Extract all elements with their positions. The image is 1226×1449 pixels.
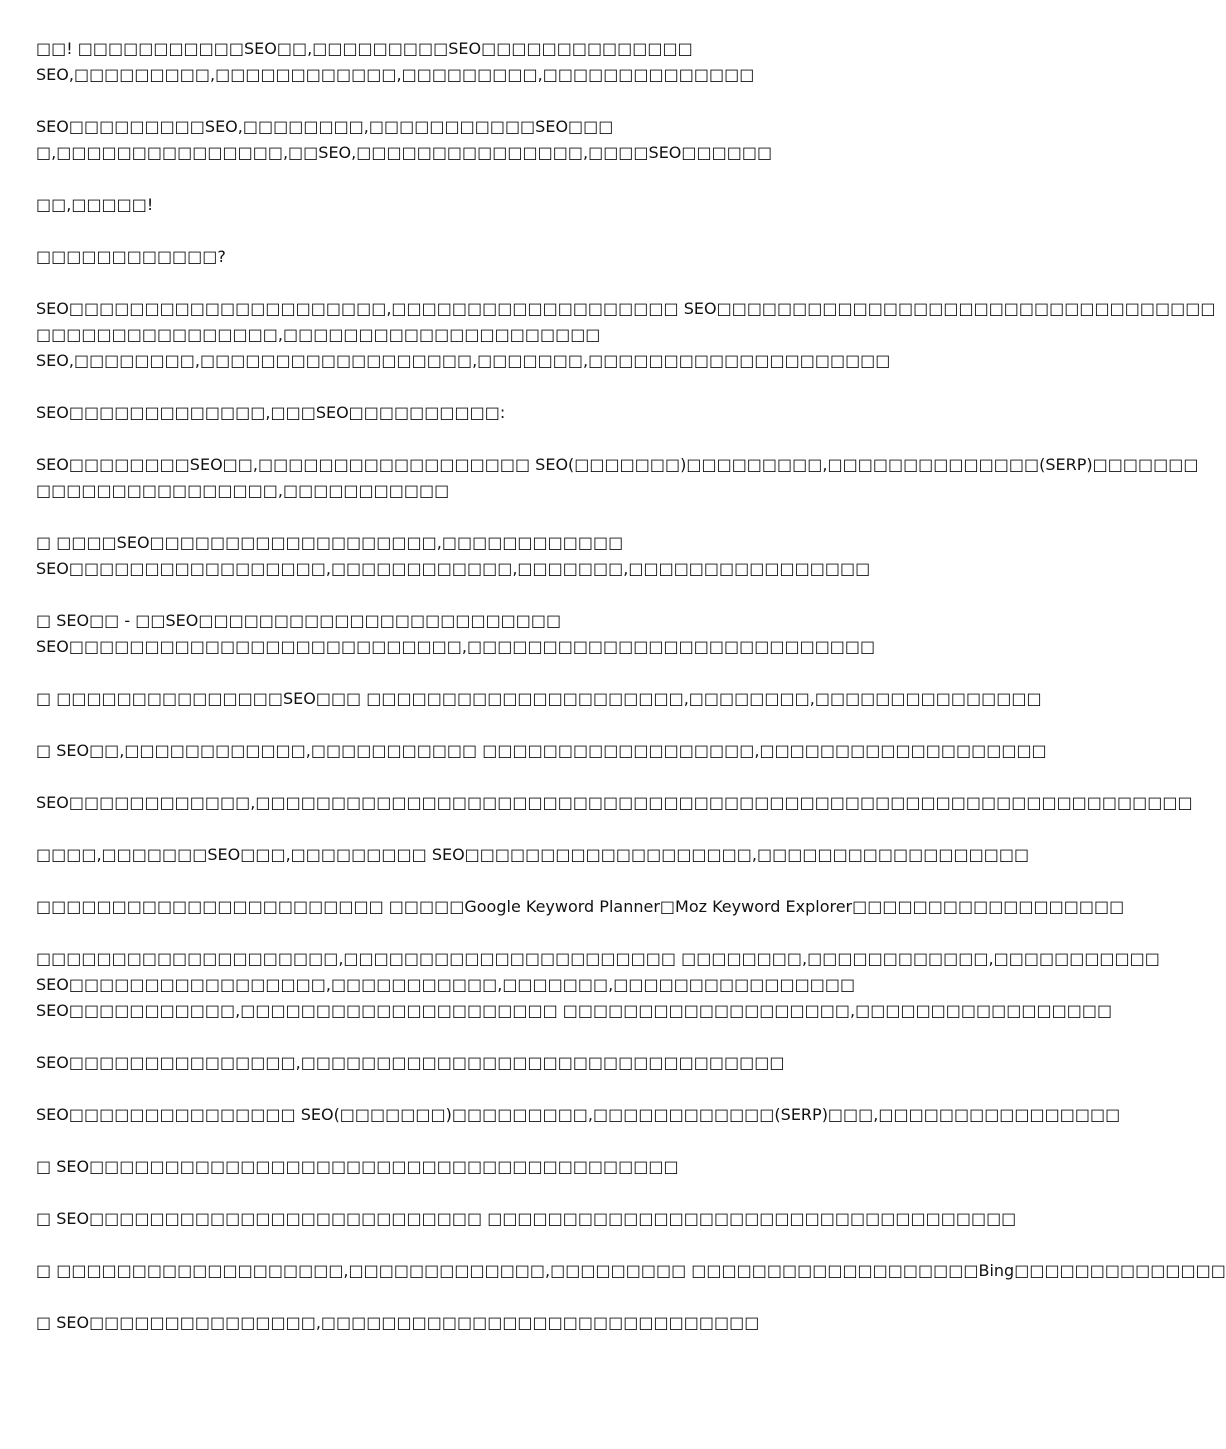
paragraph (36, 894, 1125, 920)
paragraph (36, 296, 1216, 374)
text-line: SEO□□□□□□□□□□□□□□□□□,□□□□□□□□□□□,□□□□□□□,□□□□□□□□□□□□□□□□ (36, 975, 856, 994)
paragraph (36, 608, 988, 660)
text-line: □□□□□□□□□□□□□□□□,□□□□□□□□□□□ (36, 481, 450, 500)
paragraph (36, 36, 988, 88)
paragraph (36, 1258, 1226, 1284)
paragraph (36, 946, 1160, 1024)
document-body (36, 36, 1226, 1336)
text-line: □ SEO□□□□□□□□□□□□□□□□□□□□□□□□□□ □□□□□□□□□□□□□□□□□□□□□□□□□□□□□□□□□□□ (36, 1209, 1017, 1228)
paragraph (36, 244, 988, 270)
text-line: □□□□□□□□□□□□□□□□,□□□□□□□□□□□□□□□□□□□□□ (36, 325, 601, 344)
text-line: □ □□□□SEO□□□□□□□□□□□□□□□□□□□,□□□□□□□□□□□□ (36, 533, 624, 552)
text-line: SEO□□□□□□□□□□□□□□□,□□□□□□□□□□□□□□□□□□□□□□□□□□□□□□□□ (36, 1053, 785, 1072)
text-line: SEO□□□□□□□□□□□□□□□□□□□□□□□□□□,□□□□□□□□□□□□□□□□□□□□□□□□□□□ (36, 637, 876, 656)
text-line: □ SEO□□□□□□□□□□□□□□□,□□□□□□□□□□□□□□□□□□□□□□□□□□□□□ (36, 1313, 760, 1332)
text-line: SEO□□□□□□□□SEO□□,□□□□□□□□□□□□□□□□□□ SEO(□□□□□□□)□□□□□□□□□,□□□□□□□□□□□□□□(SERP)□□□□□□□ (36, 455, 1199, 474)
paragraph (36, 842, 1030, 868)
text-line: □ SEO□□,□□□□□□□□□□□□,□□□□□□□□□□□ □□□□□□□□□□□□□□□□□□,□□□□□□□□□□□□□□□□□□□ (36, 741, 1047, 760)
text-line: □,□□□□□□□□□□□□□□□,□□SEO,□□□□□□□□□□□□□□□,□□□□SEO□□□□□□ (36, 143, 773, 162)
paragraph (36, 1050, 988, 1076)
text-line: SEO□□□□□□□□□□□□□,□□□SEO□□□□□□□□□□: (36, 403, 506, 422)
text-line: □ □□□□□□□□□□□□□□□□□□□,□□□□□□□□□□□□□,□□□□□□□□□ □□□□□□□□□□□□□□□□□□□Bing□□□□□□□□□□□□□□ (36, 1261, 1226, 1280)
paragraph (36, 686, 1042, 712)
paragraph (36, 1310, 988, 1336)
text-line: SEO,□□□□□□□□□,□□□□□□□□□□□□,□□□□□□□□□,□□□□□□□□□□□□□□ (36, 65, 755, 84)
text-line: □ □□□□□□□□□□□□□□□SEO□□□ □□□□□□□□□□□□□□□□□□□□□,□□□□□□□□,□□□□□□□□□□□□□□□ (36, 689, 1042, 708)
text-line: □□□□□□□□□□□□□□□□□□□□□□□ □□□□□Google Keyword Planner□Moz Keyword Explorer□□□□□□□□□□□□□□□□□□ (36, 897, 1125, 916)
text-line: SEO□□□□□□□□□□□□□□□ SEO(□□□□□□□)□□□□□□□□□,□□□□□□□□□□□□(SERP)□□□,□□□□□□□□□□□□□□□□ (36, 1105, 1121, 1124)
text-line: □□,□□□□□! (36, 195, 154, 214)
text-line: □□□□□□□□□□□□□□□□□□□□,□□□□□□□□□□□□□□□□□□□□□□ □□□□□□□□,□□□□□□□□□□□□,□□□□□□□□□□□ (36, 949, 1160, 968)
text-line: □ SEO□□□□□□□□□□□□□□□□□□□□□□□□□□□□□□□□□□□□□□□ (36, 1157, 679, 1176)
text-line: □□□□□□□□□□□□? (36, 247, 226, 266)
paragraph (36, 1102, 1121, 1128)
paragraph (36, 114, 988, 166)
paragraph (36, 192, 988, 218)
paragraph (36, 400, 988, 426)
text-line: SEO□□□□□□□□□□□□,□□□□□□□□□□□□□□□□□□□□□□□□□□□□□□□□□□□□□□□□□□□□□□□□□□□□□□□□□□□□□□ (36, 793, 1193, 812)
text-line: SEO□□□□□□□□□SEO,□□□□□□□□,□□□□□□□□□□□SEO□□□ (36, 117, 614, 136)
paragraph (36, 1206, 1017, 1232)
text-line: SEO□□□□□□□□□□□□□□□□□□□□□,□□□□□□□□□□□□□□□□□□□ SEO□□□□□□□□□□□□□□□□□□□□□□□□□□□□□□□□□ (36, 299, 1216, 318)
paragraph (36, 790, 1193, 816)
text-line: SEO□□□□□□□□□□□,□□□□□□□□□□□□□□□□□□□□□ □□□□□□□□□□□□□□□□□□□,□□□□□□□□□□□□□□□□□ (36, 1001, 1113, 1020)
paragraph (36, 530, 988, 582)
paragraph (36, 452, 1199, 504)
text-line: □ SEO□□ - □□SEO□□□□□□□□□□□□□□□□□□□□□□□□ (36, 611, 562, 630)
text-line: SEO□□□□□□□□□□□□□□□□□,□□□□□□□□□□□□,□□□□□□□,□□□□□□□□□□□□□□□□ (36, 559, 871, 578)
paragraph (36, 738, 1047, 764)
text-line: SEO,□□□□□□□□,□□□□□□□□□□□□□□□□□□,□□□□□□□,□□□□□□□□□□□□□□□□□□□□ (36, 351, 891, 370)
text-line: □□! □□□□□□□□□□□SEO□□,□□□□□□□□□SEO□□□□□□□□□□□□□□ (36, 39, 693, 58)
text-line: □□□□,□□□□□□□SEO□□□,□□□□□□□□□ SEO□□□□□□□□□□□□□□□□□□□,□□□□□□□□□□□□□□□□□□ (36, 845, 1030, 864)
paragraph (36, 1154, 988, 1180)
